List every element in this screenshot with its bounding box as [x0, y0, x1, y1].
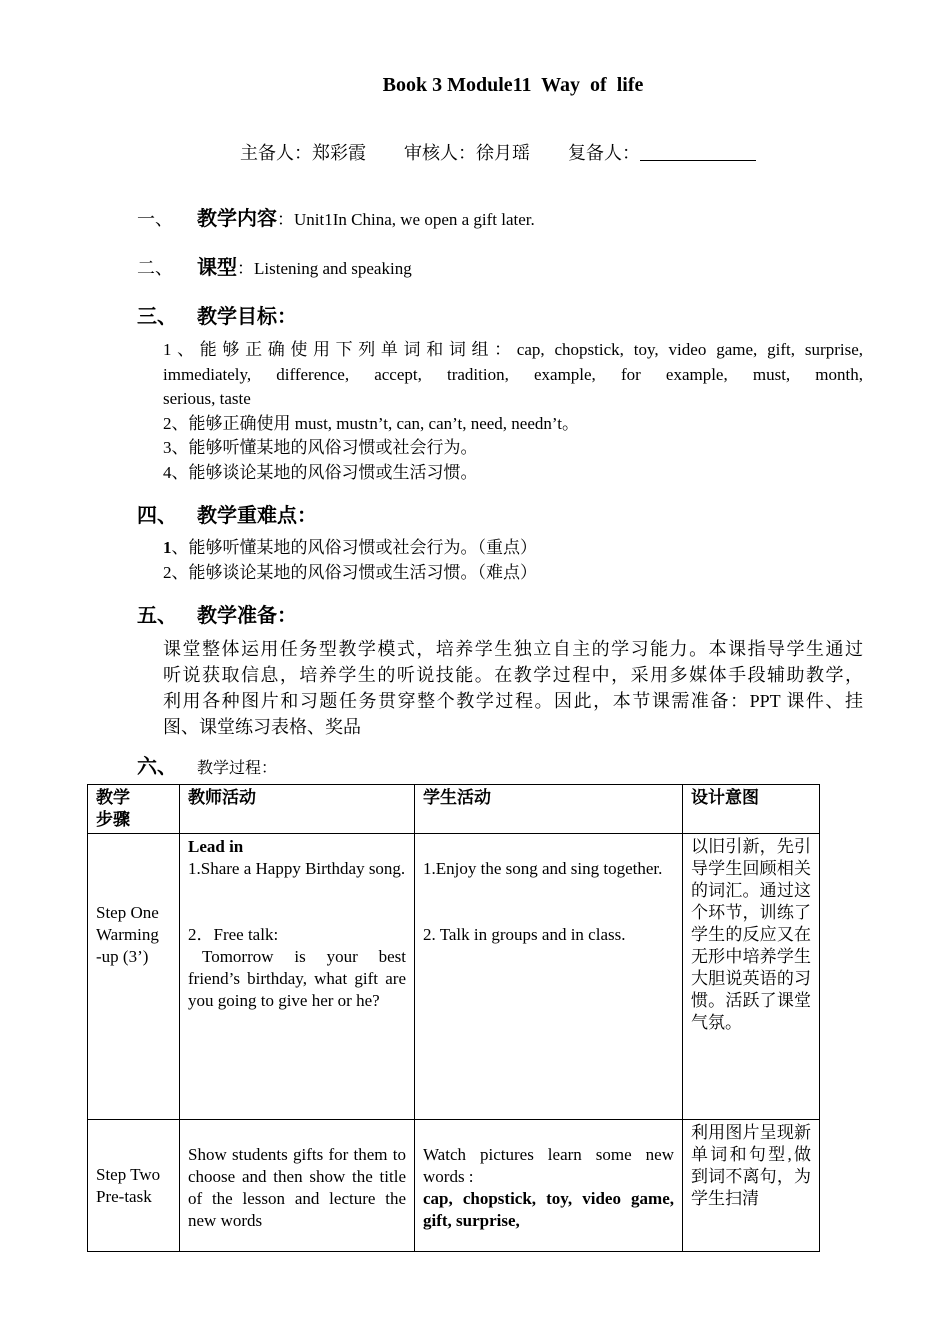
key-point-text: 、能够听懂某地的风俗习惯或社会行为。（重点）: [171, 538, 537, 557]
objective-line: immediately, difference, accept, tradition, example, for example, must, month,: [163, 364, 863, 384]
objective-line: 4、能够谈论某地的风俗习惯或生活习惯。: [163, 462, 478, 482]
section-type: [137, 251, 412, 280]
student-cell: [415, 834, 683, 1120]
section-value: Unit1In China, we open a gift later.: [294, 210, 535, 229]
table-header-row: [88, 785, 820, 834]
reviewer-label: 审核人：: [404, 143, 476, 163]
header-cell: [180, 785, 415, 834]
preparation-line: 听说获取信息，培养学生的听说技能。在教学过程中，采用多媒体手段辅助教学，: [163, 665, 863, 685]
step-cell: [88, 834, 180, 1120]
design-intent: 以旧引新，先引导学生回顾相关的词汇。通过这个环节，训练了学生的反应又在无形中培养学生大胆说英语的习惯。活跃了课堂气氛。: [691, 837, 811, 1032]
reviewer-name: 徐月瑶: [476, 143, 530, 163]
key-point-line: [163, 561, 863, 586]
main-preparer-name: 郑彩霞: [312, 143, 366, 163]
backup-preparer-blank: [640, 142, 756, 161]
process-table: [87, 784, 820, 1252]
section-number: 一、: [137, 209, 173, 229]
design-intent: 利用图片呈现新单词和句型,做到词不离句，为学生扫清: [691, 1123, 811, 1208]
table-row: [88, 1120, 820, 1252]
backup-preparer-label: 复备人：: [568, 143, 640, 163]
preparation-line: 图、课堂练习表格、奖品: [163, 717, 361, 737]
section-number: 六、: [137, 756, 177, 778]
student-vocabulary: cap, chopstick, toy, video game, gift, surprise,: [423, 1189, 674, 1230]
objective-line: 2、能够正确使用 must, mustn’t, can, can’t, need, needn’t。: [163, 413, 579, 433]
key-point-number: 2: [163, 562, 172, 582]
section-content: [137, 202, 535, 231]
section-heading: 教学准备：: [197, 605, 297, 627]
student-cell: [415, 1120, 683, 1252]
section-preparation: [137, 599, 297, 628]
student-activity: 1.Enjoy the song and sing together.: [423, 859, 663, 878]
intent-cell: [683, 834, 820, 1120]
teacher-activity: 2．Free talk:: [188, 925, 279, 944]
section-colon: ：: [277, 210, 294, 229]
section-process: [137, 750, 277, 779]
authors-line: [240, 139, 756, 165]
intent-cell: [683, 1120, 820, 1252]
header-student: 学生活动: [423, 788, 491, 807]
section-number: 四、: [137, 505, 177, 527]
teacher-activity: Tomorrow is your best friend’s birthday, what gift are you going to give her or he?: [188, 947, 406, 1010]
section-number: 二、: [137, 258, 173, 278]
student-activity: Watch pictures learn some new words :: [423, 1145, 674, 1186]
teacher-activity: 1.Share a Happy Birthday song.: [188, 859, 406, 878]
section-objectives: [137, 300, 297, 329]
header-teacher: 教师活动: [188, 788, 256, 807]
teacher-cell: [180, 1120, 415, 1252]
section-colon: ：: [237, 259, 254, 278]
preparation-paragraph: [163, 636, 863, 740]
header-cell: [415, 785, 683, 834]
preparation-line: 课堂整体运用任务型教学模式，培养学生独立自主的学习能力。本课指导学生通过: [163, 639, 863, 659]
table-row: [88, 834, 820, 1120]
step-label: Step One Warming -up (3’): [96, 903, 159, 966]
objective-line: 3、能够听懂某地的风俗习惯或社会行为。: [163, 438, 478, 457]
section-heading: 教学过程：: [197, 760, 278, 777]
teacher-title: Lead in: [188, 837, 244, 856]
preparation-line: 利用各种图片和习题任务贯穿整个教学过程。因此，本节课需准备：PPT 课件、挂: [163, 691, 863, 711]
section-heading: 课型: [197, 257, 237, 279]
header-cell: [683, 785, 820, 834]
objectives-list: [163, 338, 863, 485]
key-points-list: [163, 536, 863, 585]
section-number: 三、: [137, 306, 177, 328]
section-heading: 教学重难点：: [197, 505, 317, 527]
teacher-cell: [180, 834, 415, 1120]
section-heading: 教学目标：: [197, 306, 297, 328]
section-value: Listening and speaking: [254, 259, 412, 278]
student-activity: 2. Talk in groups and in class.: [423, 925, 626, 944]
section-heading: 教学内容: [197, 208, 277, 230]
key-point-line: [163, 536, 863, 561]
step-cell: [88, 1120, 180, 1252]
section-key-points: [137, 499, 317, 528]
header-intent: 设计意图: [691, 788, 759, 807]
objective-line: 1、能够正确使用下列单词和词组：cap, chopstick, toy, video game, gift, surprise,: [163, 340, 863, 359]
header-cell: [88, 785, 180, 834]
key-point-text: 、能够谈论某地的风俗习惯或生活习惯。（难点）: [171, 562, 537, 582]
key-point-number: 1: [163, 538, 172, 557]
teacher-activity: Show students gifts for them to choose and then show the title of the lesson and lecture the new words: [188, 1145, 406, 1230]
main-preparer-label: 主备人：: [240, 143, 312, 163]
section-number: 五、: [137, 605, 177, 627]
document-title: Book 3 Module11 Way of life: [382, 74, 644, 96]
step-label: Step Two Pre-task: [96, 1164, 161, 1206]
header-step: 教学 步骤: [96, 788, 130, 829]
objective-line: serious, taste: [163, 389, 251, 408]
